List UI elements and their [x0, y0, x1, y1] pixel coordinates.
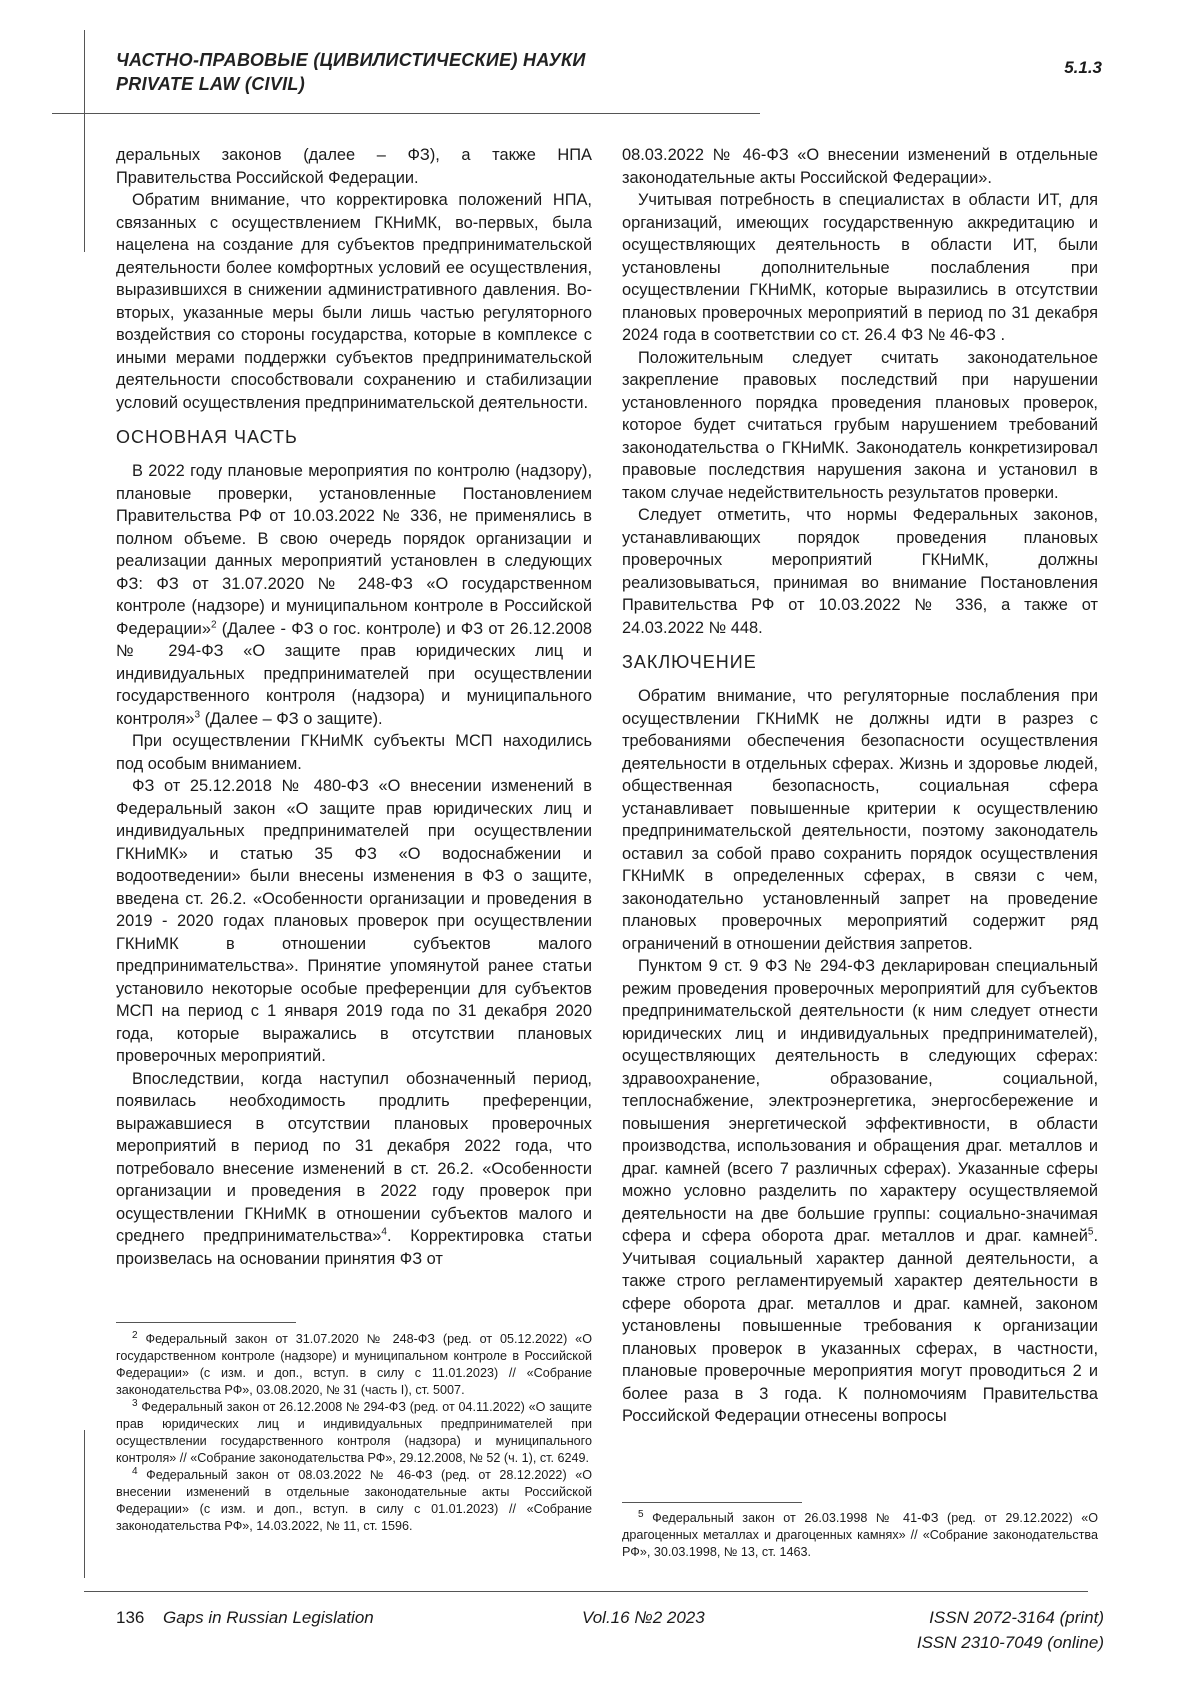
issn-print: ISSN 2072-3164 (print): [929, 1608, 1104, 1627]
footnote-ref[interactable]: 4: [381, 1226, 387, 1238]
paragraph: Следует отметить, что нормы Федеральных законов, устанавливающих порядок проведения плановых проверочных мероприятий ГКНиМК, должны реализовываться, принимая во внимание Постановления Правительства РФ от 10.03.2022 № 336, а также от 24.03.2022 № 448.: [622, 506, 1098, 637]
section-code: 5.1.3: [1064, 58, 1102, 77]
paragraph: В 2022 году плановые мероприятия по контролю (надзору), плановые проверки, установленные Постановлением Правительства РФ от 10.03.2022 № 336, не применялись в полном объеме. В свою очередь порядок организации и реализации данных мероприятий установлен в следующих ФЗ: ФЗ от 31.07.2020 № 248-ФЗ «О государственном контроле (надзоре) и муниципальном контроле в Российской Федерации»$^2$ (Далее - ФЗ о гос. контроле) и ФЗ от 26.12.2008 № 294-ФЗ «О защите прав юридических лиц и индивидуальных предпринимателей при осуществлении государственного контроля (надзора) и муниципального контроля»$^3$ (Далее – ФЗ о защите).: [116, 462, 592, 728]
footnote: $^2$ Федеральный закон от 31.07.2020 № 248-ФЗ (ред. от 05.12.2022) «О государственном контроле (надзоре) и муниципальном контроле в Российской Федерации» (с изм. и доп., вступ. в силу с 11.01.2023) // «Собрание законодательства РФ», 03.08.2020, № 31 (часть I), ст. 5007.: [116, 1329, 592, 1397]
header-vertical-rule: [84, 30, 85, 252]
footnote-rule-left: [116, 1322, 296, 1323]
paragraph: Учитывая потребность в специалистах в области ИТ, для организаций, имеющих государственную аккредитацию и осуществляющих деятельность в области ИТ, были установлены дополнительные послабления при осуществлении ГКНиМК, которые выразились в отсутствии плановых проверочных мероприятий в период по 31 декабря 2024 года в соответствии со ст. 26.4 ФЗ № 46-ФЗ .: [622, 191, 1098, 344]
footnote: $^5$ Федеральный закон от 26.03.1998 № 41-ФЗ (ред. от 29.12.2022) «О драгоценных металлах и драгоценных камнях» // «Собрание законодательства РФ», 30.03.1998, № 13, ст. 1463.: [622, 1508, 1098, 1559]
footnotes-right: [622, 1510, 1098, 1561]
paragraph: деральных законов (далее – ФЗ), а также НПА Правительства Российской Федерации.: [116, 146, 592, 187]
section-heading-main: ОСНОВНАЯ ЧАСТЬ: [116, 427, 298, 447]
paragraph: 08.03.2022 № 46-ФЗ «О внесении изменений в отдельные законодательные акты Российской Федерации».: [622, 146, 1098, 187]
footnote: $^3$ Федеральный закон от 26.12.2008 № 294-ФЗ (ред. от 04.11.2022) «О защите прав юридических лиц и индивидуальных предпринимателей при осуществлении государственного контроля (надзора) и муниципального контроля» // «Собрание законодательства РФ», 29.12.2008, № 52 (ч. 1), ст. 6249.: [116, 1397, 592, 1465]
footnote-ref[interactable]: 3: [194, 709, 201, 721]
section-heading-conclusion: ЗАКЛЮЧЕНИЕ: [622, 652, 757, 672]
section-title-ru: ЧАСТНО-ПРАВОВЫЕ (ЦИВИЛИСТИЧЕСКИЕ) НАУКИ: [116, 50, 586, 70]
paragraph: Обратим внимание, что корректировка положений НПА, связанных с осуществлением ГКНиМК, во-первых, была нацелена на создание для субъектов предпринимательской деятельности более комфортных условий ее осуществления, выразившихся в снижении административного давления. Во-вторых, указанные меры были лишь частью регуляторного воздействия со стороны государства, которые в комплексе с иными мерами поддержки субъектов предпринимательской деятельности способствовали сохранению и стабилизации условий осуществления предпринимательской деятельности.: [116, 191, 592, 412]
footnote: $^4$ Федеральный закон от 08.03.2022 № 46-ФЗ (ред. от 28.12.2022) «О внесении изменений в отдельные законодательные акты Российской Федерации» (с изм. и доп., вступ. в силу с 01.01.2023) // «Собрание законодательства РФ», 14.03.2022, № 11, ст. 1596.: [116, 1465, 592, 1533]
paragraph: При осуществлении ГКНиМК субъекты МСП находились под особым вниманием.: [116, 732, 592, 773]
section-title-en: PRIVATE LAW (CIVIL): [116, 74, 306, 94]
header-horizontal-rule: [52, 113, 760, 114]
left-column: [116, 144, 592, 1270]
paragraph: ФЗ от 25.12.2018 № 480-ФЗ «О внесении изменений в Федеральный закон «О защите прав юридических лиц и индивидуальных предпринимателей при осуществлении ГКНиМК» и статью 35 ФЗ «О водоснабжении и водоотведении» были внесены изменения в ФЗ о защите, введена ст. 26.2. «Особенности организации и проведения в 2019 - 2020 годах плановых проверок при осуществлении ГКНиМК в отношении субъектов малого предпринимательства». Принятие упомянутой ранее статьи установило некоторые особые преференции для субъектов МСП на период с 1 января 2019 года по 31 декабря 2020 года, которые выражались в отсутствии плановых проверочных мероприятий.: [116, 777, 592, 1065]
footnote-rule-right: [622, 1502, 802, 1503]
page-number: 136: [116, 1608, 145, 1627]
paragraph: Обратим внимание, что регуляторные послабления при осуществлении ГКНиМК не должны идти в разрез с требованиями обеспечения безопасности осуществления деятельности в отдельных сферах. Жизнь и здоровье людей, общественная безопасность, социальная сфера устанавливает повышенные критерии к осуществлению предпринимательской деятельности, поэтому законодатель оставил за собой право сохранить порядок осуществления ГКНиМК в определенных сферах, в связи с чем, законодательно установленный запрет на проведение плановых проверочных мероприятий содержит ряд ограничений в отношении действия запретов.: [622, 687, 1098, 953]
footnote-ref[interactable]: 5: [1087, 1226, 1094, 1238]
footnotes-left: [116, 1331, 592, 1535]
right-column: [622, 144, 1098, 1428]
paragraph: Положительным следует считать законодательное закрепление правовых последствий при нарушении установленного порядка проведения плановых проверок, которое будет считаться грубым нарушением требований законодательства о ГКНиМК. Законодатель конкретизировал правовые последствия нарушения закона и установил в таком случае недействительность результатов проверки.: [622, 348, 1098, 502]
volume-info: Vol.16 №2 2023: [582, 1608, 705, 1627]
paragraph: Пунктом 9 ст. 9 ФЗ № 294-ФЗ декларирован специальный режим проведения проверочных мероприятий для субъектов предпринимательской деятельности (к ним следует отнести юридических лиц и индивидуальных предпринимателей), осуществляющих деятельность в следующих сферах: здравоохранение, образование, социальной, теплоснабжение, электроэнергетика, энергосбережение и повышения энергетической эффективности, в области производства, использования и обращения драг. металлов и драг. камней (всего 7 различных сферах). Указанные сферы можно условно разделить по характеру осуществляемой деятельности на две большие группы: социально-значимая сфера и сфера оборота драг. металлов и драг. камней$^5$. Учитывая социальный характер данной деятельности, а также строго регламентируемый характер деятельности в сфере оборота драг. металлов и драг. камней, законом установлены повышенные требования к организации плановых проверок в указанных сферах, в частности, плановые проверочные мероприятия могут проводиться 2 и более раза в 3 года. К полномочиям Правительства Российской Федерации отнесены вопросы: [622, 957, 1098, 1425]
issn-online: ISSN 2310-7049 (online): [916, 1633, 1104, 1652]
journal-name: Gaps in Russian Legislation: [163, 1608, 374, 1627]
footnote-ref[interactable]: 2: [210, 619, 217, 631]
paragraph: Впоследствии, когда наступил обозначенный период, появилась необходимость продлить преференции, выражавшиеся в отсутствии плановых проверочных мероприятий в период по 31 декабря 2022 года, что потребовало внесение изменений в ст. 26.2. «Особенности организации и проведения в 2022 году проверок при осуществлении ГКНиМК в отношении субъектов малого и среднего предпринимательства»$^4$. Корректировка статьи произвелась на основании принятия ФЗ от: [116, 1069, 592, 1268]
footer-rule: [84, 1591, 1088, 1592]
left-margin-rule: [84, 1430, 85, 1578]
